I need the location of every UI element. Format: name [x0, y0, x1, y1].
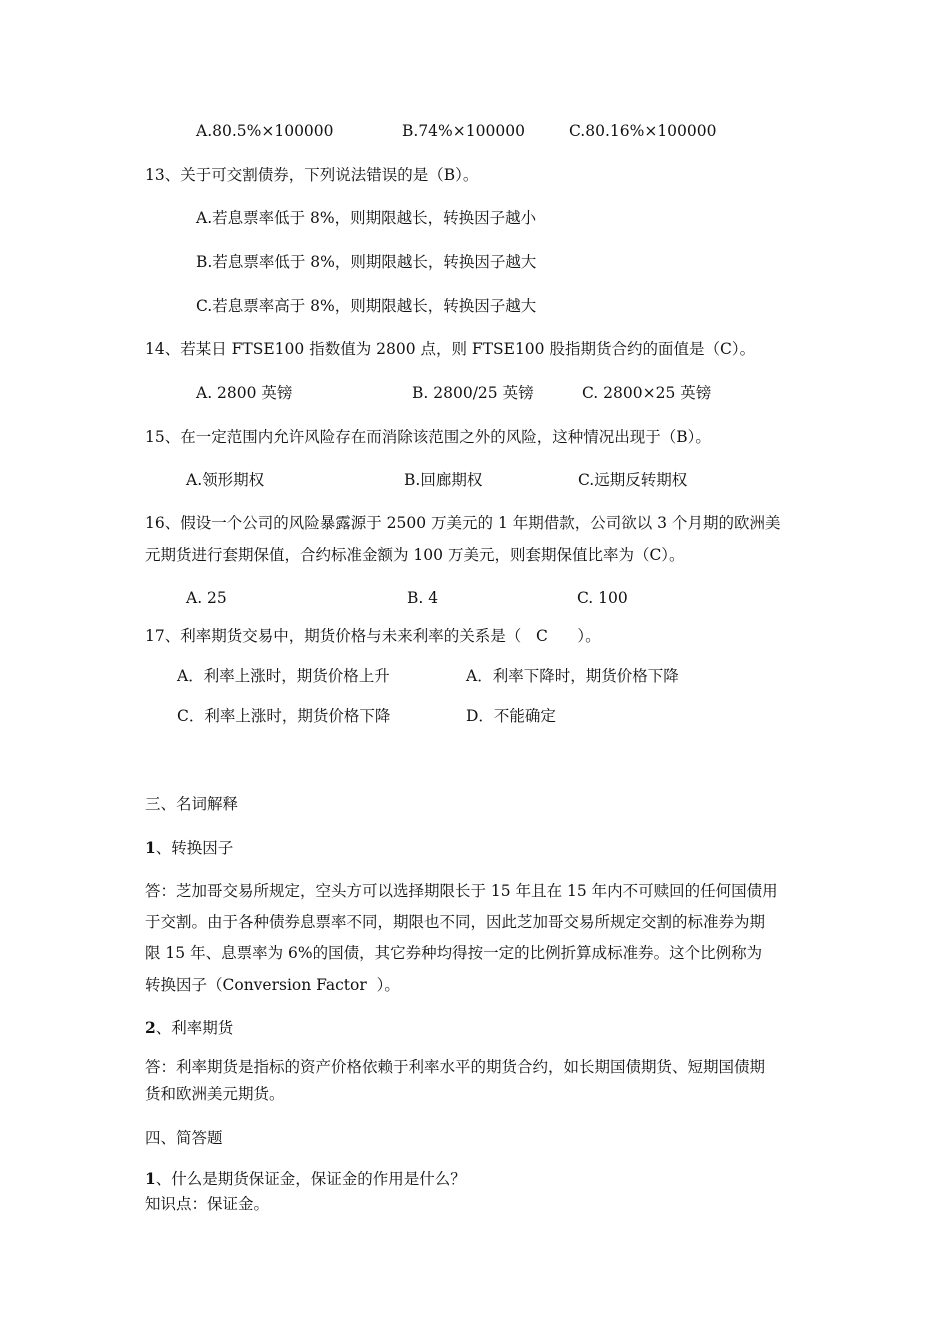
q17-option-a1: A．利率上涨时，期货价格上升	[177, 667, 390, 685]
q14-option-b: B. 2800/25 英镑	[412, 384, 534, 402]
term1-answer-line1: 答：芝加哥交易所规定，空头方可以选择期限长于 15 年且在 15 年内不可赎回的任何国债用	[145, 882, 778, 900]
q15-option-c: C.远期反转期权	[578, 471, 688, 489]
q16-option-c: C. 100	[577, 589, 628, 607]
q15-stem: 15、在一定范围内允许风险存在而消除该范围之外的风险，这种情况出现于（B）。	[145, 428, 711, 446]
q14-option-c: C. 2800×25 英镑	[582, 384, 712, 402]
term2-answer-line1: 答：利率期货是指标的资产价格依赖于利率水平的期货合约，如长期国债期货、短期国债期	[145, 1058, 766, 1076]
term2-label: 、利率期货	[155, 1019, 234, 1037]
q12-option-b: B.74%×100000	[402, 122, 525, 140]
q14-stem: 14、若某日 FTSE100 指数值为 2800 点，则 FTSE100 股指期货合约的面值是（C）。	[145, 340, 756, 358]
q13-option-c: C.若息票率高于 8%，则期限越长，转换因子越大	[196, 297, 537, 315]
term2-number: 2	[145, 1018, 156, 1037]
q12-option-a: A.80.5%×100000	[196, 122, 334, 140]
q17-option-c: C．利率上涨时，期货价格下降	[177, 707, 391, 725]
section3-title: 三、名词解释	[145, 795, 239, 813]
q13-option-b: B.若息票率低于 8%，则期限越长，转换因子越大	[196, 253, 537, 271]
term2-heading	[145, 1018, 233, 1038]
term1-label: 、转换因子	[155, 839, 234, 857]
q17-option-a2: A．利率下降时，期货价格下降	[466, 667, 679, 685]
q15-option-a: A.领形期权	[186, 471, 265, 489]
q14-option-a: A. 2800 英镑	[196, 384, 293, 402]
q16-stem-line2: 元期货进行套期保值，合约标准金额为 100 万美元，则套期保值比率为（C）。	[145, 546, 685, 564]
term1-answer-line3: 限 15 年、息票率为 6%的国债，其它券种均得按一定的比例折算成标准券。这个比例称为	[145, 944, 763, 962]
section4-q1	[145, 1169, 466, 1189]
section4-title: 四、简答题	[145, 1129, 223, 1147]
section4-q1-number: 1	[145, 1169, 156, 1188]
q16-stem-line1: 16、假设一个公司的风险暴露源于 2500 万美元的 1 年期借款，公司欲以 3 个月期的欧洲美	[145, 514, 781, 532]
q15-option-b: B.回廊期权	[404, 471, 483, 489]
q13-option-a: A.若息票率低于 8%，则期限越长，转换因子越小	[196, 209, 537, 227]
q17-option-d: D．不能确定	[466, 707, 556, 725]
term2-answer-line2: 货和欧洲美元期货。	[145, 1085, 285, 1103]
term1-answer-line4: 转换因子（Conversion Factor ）。	[145, 976, 400, 994]
q12-option-c: C.80.16%×100000	[569, 122, 717, 140]
q17-stem: 17、利率期货交易中，期货价格与未来利率的关系是（ C ）。	[145, 627, 601, 645]
term1-heading	[145, 838, 233, 858]
term1-number: 1	[145, 838, 156, 857]
q16-option-b: B. 4	[407, 589, 439, 607]
section4-q1-text: 、什么是期货保证金，保证金的作用是什么？	[155, 1170, 466, 1188]
q13-stem: 13、关于可交割债券，下列说法错误的是（B）。	[145, 166, 479, 184]
knowledge-point: 知识点：保证金。	[145, 1195, 270, 1213]
q16-option-a: A. 25	[186, 589, 227, 607]
term1-answer-line2: 于交割。由于各种债券息票率不同，期限也不同，因此芝加哥交易所规定交割的标准券为期	[145, 913, 766, 931]
